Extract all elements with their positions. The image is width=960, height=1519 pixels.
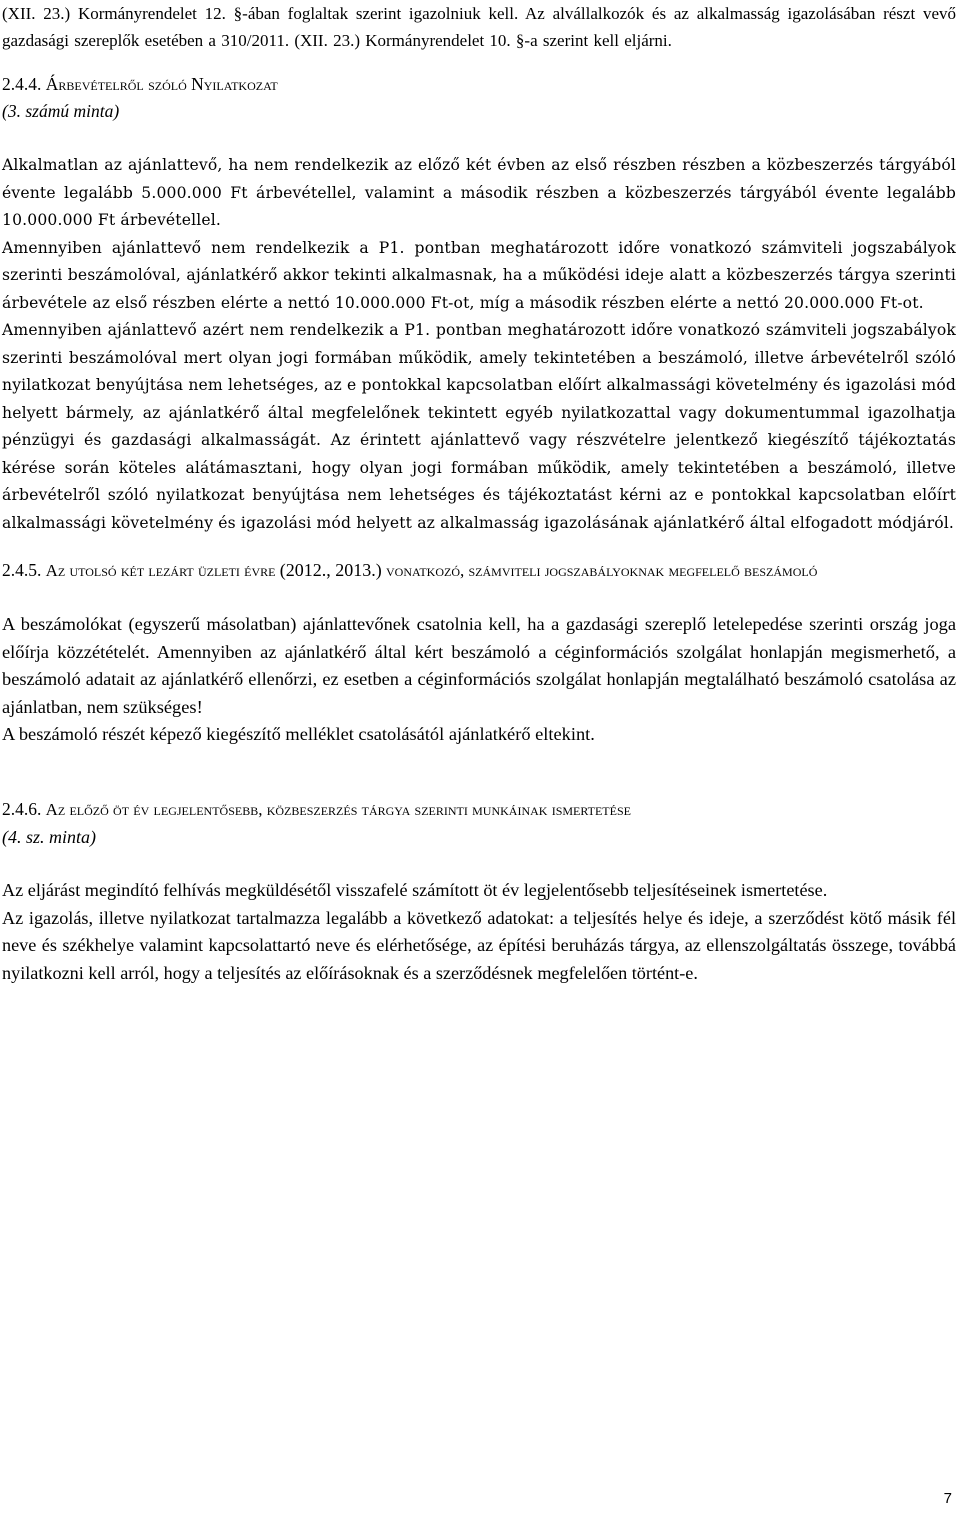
section-subtitle: (4. sz. minta) xyxy=(2,826,96,847)
section-title-part: Az utolsó két lezárt üzleti évre xyxy=(45,561,276,580)
paragraph: A beszámoló részét képező kiegészítő melléklet csatolásától ajánlatkérő eltekint. xyxy=(2,724,595,745)
section-2-4-5 xyxy=(2,556,956,749)
section-heading xyxy=(2,556,956,585)
paragraph: Amennyiben ajánlattevő nem rendelkezik a P1. pontban meghatározott időre vonatkozó számviteli jogszabályok szerinti beszámolóval, ajánlatkérő akkor tekinti alkalmasnak, ha a működési ideje alatt a közbeszerzés tárgya szerinti árbevétele az első részben elérte a nettó 10.000.000 Ft-ot, míg a második részben elérte a nettó 20.000.000 Ft-ot. xyxy=(2,238,956,312)
paragraph: A beszámolókat (egyszerű másolatban) ajánlattevőnek csatolnia kell, ha a gazdasági szereplő letelepedése szerinti ország joga előírja közzétételét. Amennyiben az ajánlatkérő által kért beszámoló a céginformációs szolgálat honlapján megismerhető, a beszámoló adatait az ajánlatkérő ellenőrzi, ez esetben a céginformációs szolgálat honlapján megtalálható beszámoló csatolása az ajánlatban, nem szükséges! xyxy=(2,614,956,717)
section-title: Az előző öt év legjelentősebb, közbeszerzés tárgya szerinti munkáinak ismertetése xyxy=(45,799,631,819)
section-title-part: vonatkozó, számviteli jogszabályoknak megfelelő beszámoló xyxy=(386,561,818,580)
section-title: Árbevételről szóló Nyilatkozat xyxy=(45,74,278,94)
section-2-4-4 xyxy=(2,71,956,537)
paragraph: Az igazolás, illetve nyilatkozat tartalmazza legalább a következő adatokat: a teljesítés helye és ideje, a szerződést kötő másik fél neve és székhelye valamint kapcsolattartó neve és elérhetősége, az építési beruházás tárgya, az ellenszolgáltatás összege, továbbá nyilatkozni kell arról, hogy a teljesítés az előírásoknak és a szerződésnek megfelelően történt-e. xyxy=(2,907,956,983)
paragraph: Amennyiben ajánlattevő azért nem rendelkezik a P1. pontban meghatározott időre vonatkozó számviteli jogszabályok szerinti beszámolóval mert olyan jogi formában működik, amely tekintetében a beszámoló, illetve árbevételről szóló nyilatkozat benyújtása nem lehetséges, az e pontokkal kapcsolatban előírt alkalmassági követelmény és igazolási mód helyett bármely, az ajánlatkérő által megfelelőnek tekintett egyéb nyilatkozattal vagy dokumentummal igazolhatja pénzügyi és gazdasági alkalmasságát. Az érintett ajánlattevő vagy részvételre jelentkező kiegészítő tájékoztatás kérése során köteles alátámasztani, hogy olyan jogi formában működik, amely tekintetében a beszámoló, illetve árbevételről szóló nyilatkozat benyújtása nem lehetséges és tájékoztatást kérni az e pontokkal kapcsolatban előírt alkalmassági követelmény és igazolási mód helyett az alkalmasság igazolásának ajánlatkérő által elfogadott módjáról. xyxy=(2,321,956,532)
section-title-years: (2012., 2013.) xyxy=(279,560,382,580)
paragraph: Az eljárást megindító felhívás megküldésétől visszafelé számított öt év legjelentősebb teljesítéseinek ismertetése. xyxy=(2,879,828,900)
page-number: 7 xyxy=(943,1490,952,1507)
section-heading xyxy=(2,71,956,98)
section-number: 2.4.4. xyxy=(2,74,42,94)
section-number: 2.4.6. xyxy=(2,798,42,819)
intro-paragraph: (XII. 23.) Kormányrendelet 12. §-ában foglaltak szerint igazolniuk kell. Az alvállalkozók és az alkalmasság igazolásában részt vevő gazdasági szereplők esetében a 310/2011. (XII. 23.) Kormányrendelet 10. §-a szerint kell eljárni. xyxy=(2,4,956,50)
section-number: 2.4.5. xyxy=(2,560,42,580)
section-subtitle: (3. számú minta) xyxy=(2,101,120,121)
paragraph: Alkalmatlan az ajánlattevő, ha nem rendelkezik az előző két évben az első részben részben a közbeszerzés tárgyából évente legalább 5.000.000 Ft árbevétellel, valamint a második részben a közbeszerzés tárgyából évente legalább 10.000.000 Ft árbevétellel. xyxy=(2,156,956,229)
section-heading xyxy=(2,795,956,824)
section-2-4-6 xyxy=(2,795,956,987)
